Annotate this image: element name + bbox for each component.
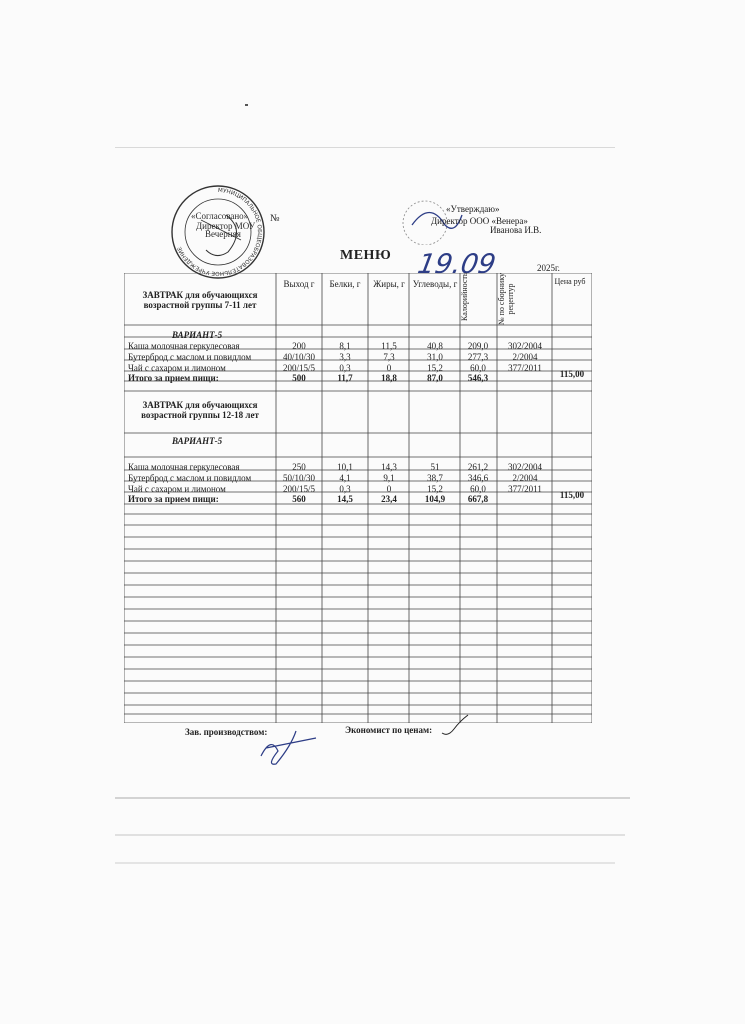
cell-fat: 11,5 (381, 341, 397, 351)
section2-variant: ВАРИАНТ-5 (172, 436, 223, 446)
dish-name: Каша молочная геркулесовая (128, 462, 240, 472)
cell-protein: 0,3 (339, 484, 351, 494)
cell-recipe: 2/2004 (512, 352, 538, 362)
scan-artifact-1 (115, 797, 630, 799)
cell-carbs: 15,2 (427, 363, 443, 373)
year-label: 2025г. (537, 263, 560, 273)
total-protein: 11,7 (337, 373, 353, 383)
economist-label: Экономист по ценам: (345, 725, 433, 735)
total-fat: 18,8 (381, 373, 397, 383)
approval-line-1: «Утверждаю» (446, 204, 500, 214)
header-calories: Калорийность (460, 272, 469, 321)
header-output: Выход г (283, 279, 315, 289)
cell-protein: 10,1 (337, 462, 353, 472)
cell-output: 200/15/5 (282, 363, 315, 373)
scan-line (115, 147, 615, 148)
cell-protein: 8,1 (339, 341, 351, 351)
cell-carbs: 51 (430, 462, 440, 472)
cell-protein: 0,3 (339, 363, 351, 373)
section2-title-1: ЗАВТРАК для обучающихся (142, 400, 258, 410)
cell-recipe: 377/2011 (508, 484, 542, 494)
scan-dot (245, 104, 248, 106)
header-carbs: Углеводы, г (412, 279, 458, 289)
dish-name: Каша молочная геркулесовая (128, 341, 240, 351)
section1-title-2: возрастной группы 7-11 лет (143, 300, 257, 310)
cell-fat: 0 (386, 363, 392, 373)
cell-carbs: 40,8 (427, 341, 443, 351)
menu-title: МЕНЮ (340, 248, 392, 263)
cell-cal: 277,3 (467, 352, 489, 362)
cell-carbs: 38,7 (427, 473, 443, 483)
cell-carbs: 31,0 (427, 352, 443, 362)
cell-recipe: 377/2011 (508, 363, 542, 373)
total-output: 500 (292, 373, 306, 383)
approval-line-3: Иванова И.В. (490, 225, 542, 235)
header-fat: Жиры, г (373, 279, 405, 289)
cell-output: 250 (292, 462, 306, 472)
menu-table (124, 273, 592, 723)
total-fat: 23,4 (381, 494, 397, 504)
production-signature (256, 726, 326, 768)
cell-output: 50/10/30 (282, 473, 315, 483)
scan-artifact-2 (115, 834, 625, 836)
cell-fat: 14,3 (381, 462, 397, 472)
handwritten-date: 19.09 (415, 249, 499, 280)
total-cal: 667,8 (467, 494, 489, 504)
cell-cal: 60,0 (470, 363, 486, 373)
cell-recipe: 2/2004 (512, 473, 538, 483)
cell-fat: 9,1 (383, 473, 395, 483)
total-cal: 546,3 (467, 373, 489, 383)
cell-recipe: 302/2004 (507, 462, 542, 472)
cell-output: 200/15/5 (282, 484, 315, 494)
total-carbs: 104,9 (424, 494, 446, 504)
header-protein: Белки, г (329, 279, 361, 289)
dish-name: Чай с сахаром и лимоном (128, 484, 226, 494)
section1-variant: ВАРИАНТ-5 (172, 330, 223, 340)
cell-cal: 209,0 (467, 341, 489, 351)
total-carbs: 87,0 (427, 373, 443, 383)
header-price: Цена руб (554, 277, 586, 286)
total-protein: 14,5 (337, 494, 353, 504)
stamp-ring-text: МУНИЦИПАЛЬНОЕ ОБЩЕОБРАЗОВАТЕЛЬНОЕ УЧРЕЖДЕНИЕ (176, 187, 263, 277)
cell-fat: 7,3 (383, 352, 395, 362)
total-label: Итого за прием пищи: (128, 494, 219, 504)
dish-name: Чай с сахаром и лимоном (128, 363, 226, 373)
cell-recipe: 302/2004 (507, 341, 542, 351)
cell-cal: 60,0 (470, 484, 486, 494)
cell-output: 200 (292, 341, 306, 351)
stamp-line-2: Директор МОУ (196, 221, 256, 231)
total-price: 115,00 (559, 369, 585, 379)
cell-output: 40/10/30 (282, 352, 315, 362)
dish-name: Бутерброд с маслом и повидлом (128, 352, 252, 362)
total-output: 560 (292, 494, 306, 504)
number-sign: № (270, 213, 280, 224)
total-price: 115,00 (559, 490, 585, 500)
stamp-line-3: Вечерняя (205, 229, 241, 239)
section1-title-1: ЗАВТРАК для обучающихся (142, 290, 258, 300)
total-label: Итого за прием пищи: (128, 373, 219, 383)
cell-cal: 346,6 (467, 473, 489, 483)
production-manager-label: Зав. производством: (185, 727, 268, 737)
cell-cal: 261,2 (467, 462, 489, 472)
stamp-line-1: «Согласовано» (191, 211, 249, 221)
section2-title-2: возрастной группы 12-18 лет (141, 410, 259, 420)
cell-protein: 3,3 (339, 352, 351, 362)
header-recipe: № по сборнику рецептур (497, 273, 515, 325)
economist-signature (440, 713, 470, 738)
cell-protein: 4,1 (339, 473, 351, 483)
dish-name: Бутерброд с маслом и повидлом (128, 473, 252, 483)
cell-carbs: 15,2 (427, 484, 443, 494)
cell-fat: 0 (386, 484, 392, 494)
scan-artifact-3 (115, 862, 615, 864)
approval-line-2: Директор ООО «Венера» (431, 216, 528, 226)
